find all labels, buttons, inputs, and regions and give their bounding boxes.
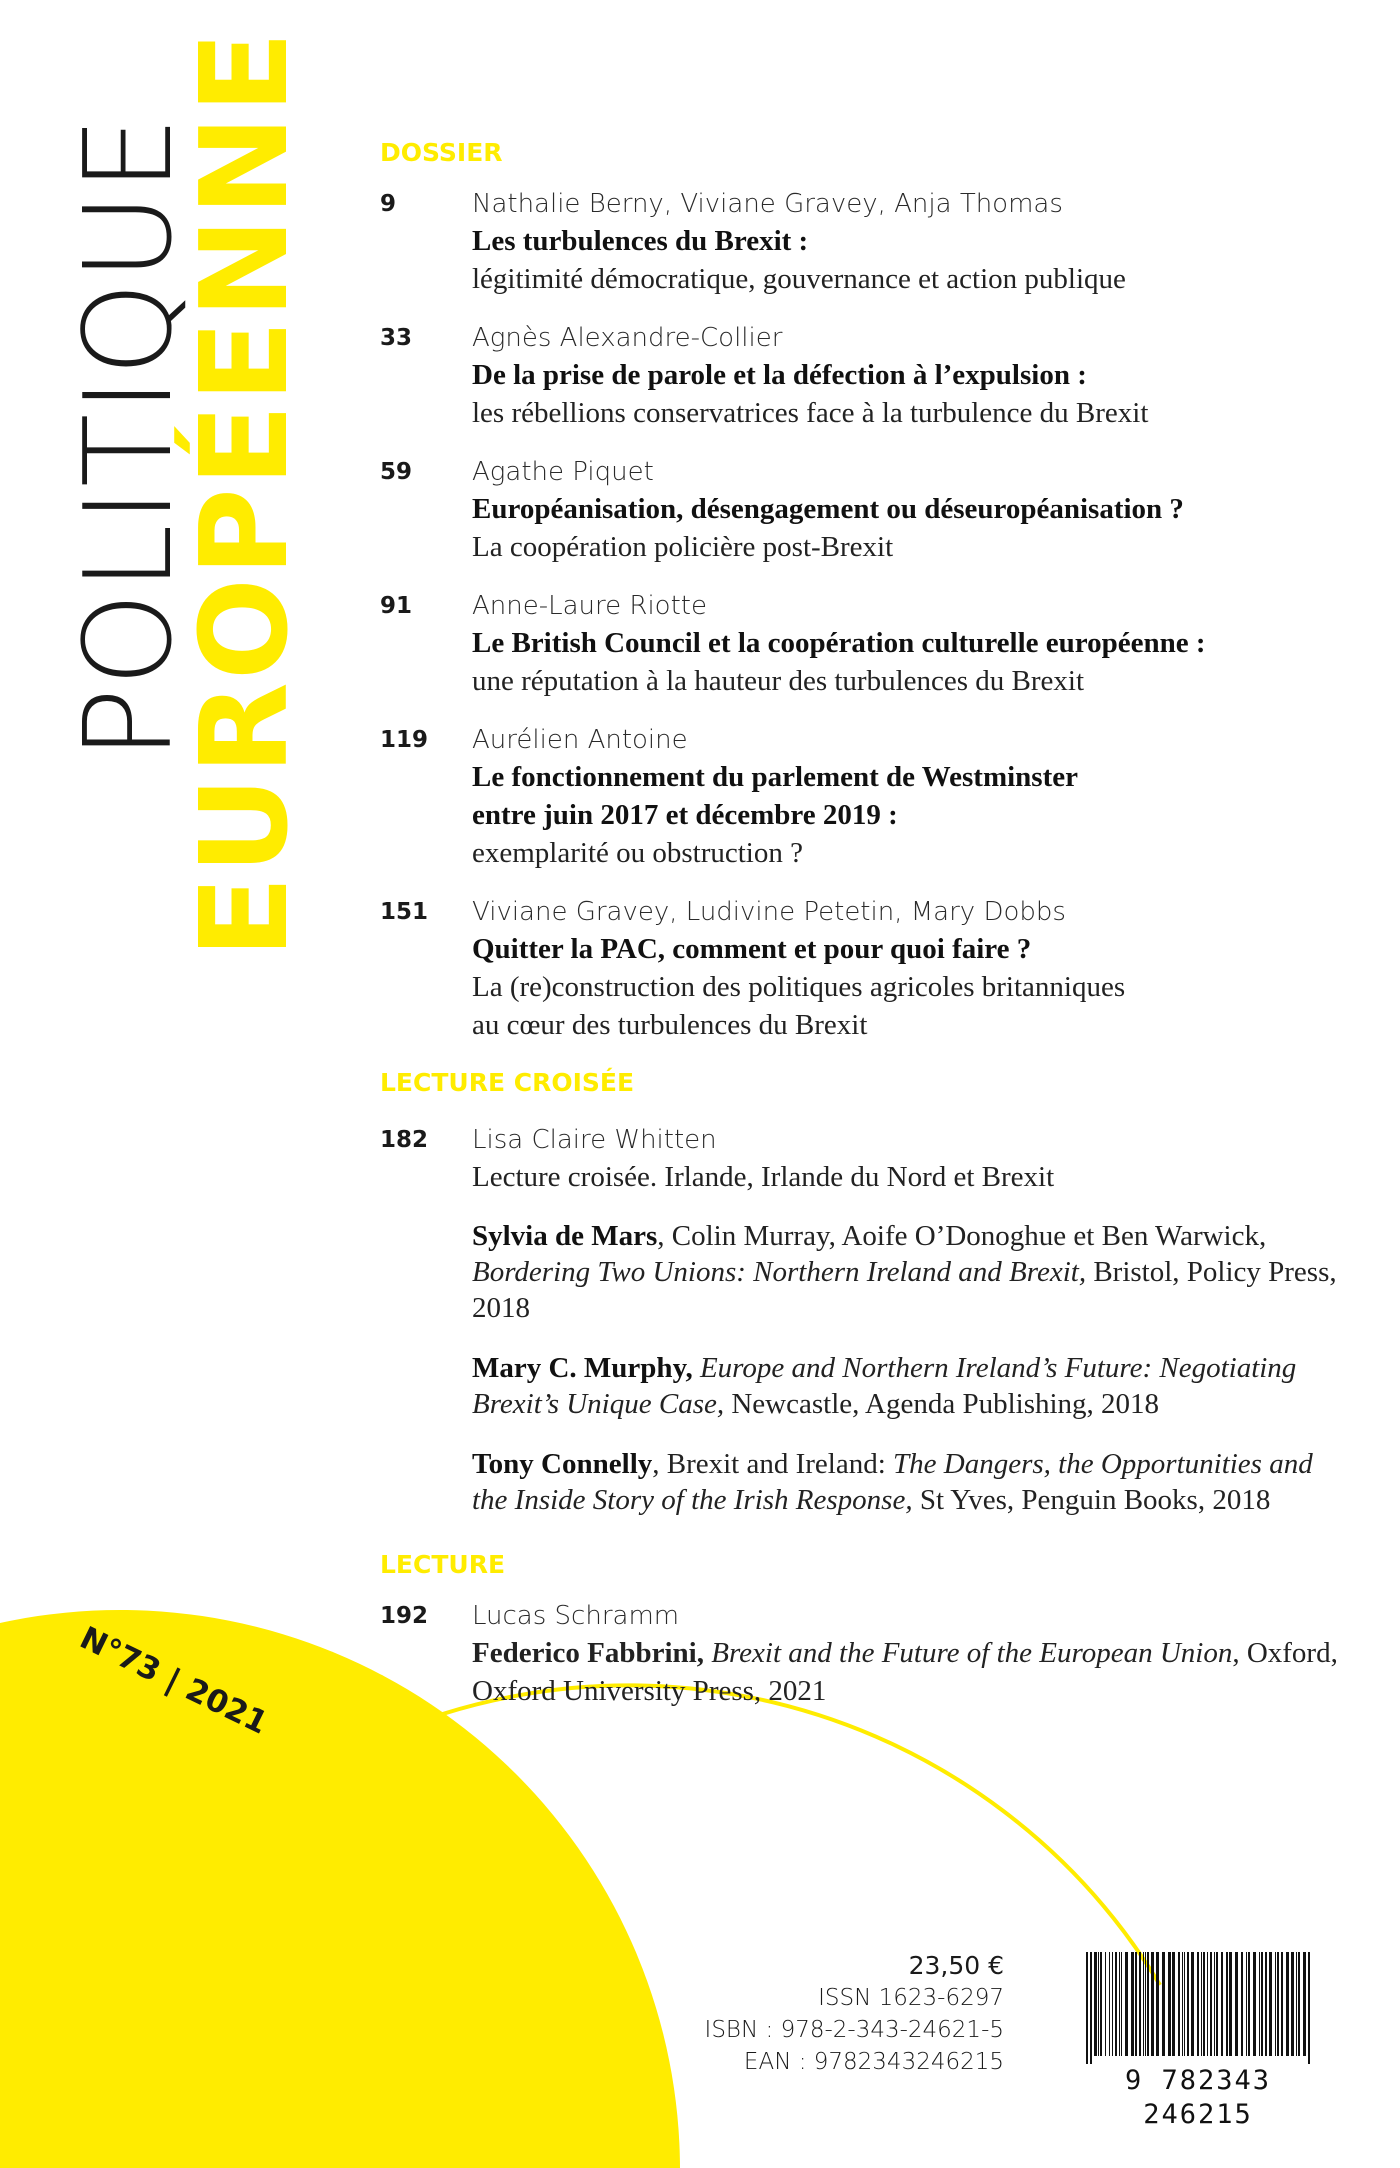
article-authors: Lisa Claire Whitten (472, 1125, 717, 1155)
barcode-bar (1259, 1952, 1260, 2056)
barcode-bar (1145, 1952, 1146, 2056)
barcode-bar (1125, 1952, 1128, 2056)
barcode-bar (1235, 1952, 1238, 2056)
book-reference (380, 1350, 1340, 1422)
journal-title-europeenne: EUROPÉENNE (176, 29, 315, 958)
article-subtitle: La (re)construction des politiques agricoles britanniques (472, 971, 1126, 1003)
barcode-bar (1286, 1952, 1289, 2056)
article-title: Le British Council et la coopération culturelle européenne : (472, 627, 1206, 659)
barcode-bar (1253, 1952, 1256, 2056)
article-subtitle: La coopération policière post-Brexit (472, 531, 894, 563)
barcode-bar (1131, 1952, 1134, 2056)
barcode-bar (1098, 1952, 1099, 2056)
pricing-block (640, 1950, 1004, 2078)
barcode-bar (1216, 1952, 1218, 2056)
page-number: 119 (380, 727, 429, 753)
table-of-contents (380, 136, 1340, 1732)
barcode-bar (1178, 1952, 1180, 2056)
barcode-bar (1121, 1952, 1122, 2056)
book-author: Sylvia de Mars (472, 1220, 658, 1252)
barcode-bar (1105, 1952, 1106, 2056)
barcode-bar (1119, 1952, 1120, 2056)
section-heading-lecture: LECTURE (380, 1550, 506, 1579)
barcode-digits: 9 782343 246215 (1124, 2065, 1272, 2130)
barcode-bars (1082, 1952, 1314, 2064)
article-subtitle: exemplarité ou obstruction ? (472, 837, 803, 869)
book-reference (472, 1634, 1340, 1710)
barcode-bar (1241, 1952, 1243, 2056)
book-author: Federico Fabbrini, (472, 1637, 704, 1669)
page-number: 151 (380, 899, 429, 925)
section-heading-lecture-croisee: LECTURE CROISÉE (380, 1068, 635, 1097)
ean: EAN : 9782343246215 (743, 2049, 1004, 2075)
section-heading-dossier: DOSSIER (380, 138, 503, 167)
barcode-bar (1147, 1952, 1149, 2056)
price: 23,50 € (908, 1951, 1004, 1980)
barcode (1082, 1952, 1314, 2130)
barcode-bar (1265, 1952, 1267, 2056)
barcode-bar (1214, 1952, 1215, 2056)
barcode-bar (1100, 1952, 1102, 2056)
book-coauthors (693, 1352, 700, 1384)
article-authors: Aurélien Antoine (472, 725, 688, 755)
book-publisher: Bristol, Policy Press, 2018 (472, 1256, 1337, 1324)
page-number: 33 (380, 325, 413, 351)
barcode-bar (1298, 1952, 1300, 2056)
book-title: Brexit and the Future of the European Union (703, 1637, 1233, 1669)
toc-entry (380, 320, 1340, 432)
barcode-bar (1261, 1952, 1263, 2056)
book-title: Bordering Two Unions: Northern Ireland and Brexit, (472, 1256, 1087, 1288)
article-subtitle: légitimité démocratique, gouvernance et action publique (472, 263, 1126, 295)
barcode-bar (1172, 1952, 1175, 2056)
barcode-bar (1210, 1952, 1212, 2056)
book-reference (380, 1446, 1340, 1518)
barcode-bar (1281, 1952, 1283, 2056)
barcode-bar (1226, 1952, 1228, 2056)
barcode-bar (1291, 1952, 1294, 2056)
barcode-bar (1162, 1952, 1165, 2056)
barcode-bar (1308, 1952, 1310, 2064)
book-publisher: St Yves, Penguin Books, 2018 (912, 1484, 1271, 1516)
journal-title-politique: POLITIQUE (60, 115, 199, 760)
page-number: 91 (380, 593, 413, 619)
barcode-bar (1197, 1952, 1199, 2056)
toc-entry (380, 894, 1340, 1044)
barcode-bar (1112, 1952, 1113, 2056)
barcode-bar (1094, 1952, 1097, 2056)
barcode-bar (1269, 1952, 1272, 2056)
article-subtitle: Lecture croisée. Irlande, Irlande du Nord et Brexit (472, 1161, 1055, 1193)
article-subtitle: une réputation à la hauteur des turbulences du Brexit (472, 665, 1085, 697)
article-authors: Lucas Schramm (472, 1601, 680, 1631)
book-publisher: Newcastle, Agenda Publishing, 2018 (724, 1388, 1160, 1420)
book-reference (380, 1218, 1340, 1326)
barcode-bar (1203, 1952, 1205, 2056)
page-number: 192 (380, 1603, 429, 1629)
barcode-bar (1296, 1952, 1297, 2056)
article-title: Les turbulences du Brexit : (472, 225, 809, 257)
barcode-bar (1201, 1952, 1202, 2056)
article-authors: Agnès Alexandre-Collier (472, 323, 783, 353)
barcode-bar (1207, 1952, 1208, 2056)
barcode-bar (1303, 1952, 1306, 2056)
barcode-bar (1135, 1952, 1137, 2056)
barcode-bar (1090, 1952, 1092, 2064)
page-number: 182 (380, 1127, 429, 1153)
barcode-bar (1191, 1952, 1194, 2056)
issn: ISSN 1623-6297 (818, 1985, 1004, 2011)
book-coauthors: , Colin Murray, Aoife O’Donoghue et Ben Warwick, (657, 1220, 1267, 1252)
barcode-bar (1277, 1952, 1279, 2056)
toc-entry (380, 722, 1340, 872)
barcode-bar (1229, 1952, 1232, 2056)
page-number: 9 (380, 191, 397, 217)
toc-entry (380, 1598, 1340, 1710)
book-author: Tony Connelly (472, 1448, 653, 1480)
barcode-bar (1086, 1952, 1088, 2064)
barcode-bar (1184, 1952, 1185, 2056)
toc-entry (380, 186, 1340, 298)
book-coauthors: , Brexit and Ireland: (652, 1448, 894, 1480)
barcode-bar (1151, 1952, 1154, 2056)
book-author: Mary C. Murphy, (472, 1352, 693, 1384)
barcode-bar (1156, 1952, 1159, 2056)
article-title: Quitter la PAC, comment et pour quoi faire ? (472, 933, 1032, 965)
article-authors: Anne-Laure Riotte (472, 591, 707, 621)
page-number: 59 (380, 459, 413, 485)
article-subtitle-line2: au cœur des turbulences du Brexit (472, 1009, 868, 1041)
article-title-line2: entre juin 2017 et décembre 2019 : (472, 799, 898, 831)
isbn: ISBN : 978-2-343-24621-5 (704, 2017, 1004, 2043)
barcode-bar (1275, 1952, 1276, 2056)
article-subtitle: les rébellions conservatrices face à la turbulence du Brexit (472, 397, 1149, 429)
toc-entry (380, 588, 1340, 700)
barcode-bar (1221, 1952, 1223, 2056)
toc-entry (380, 454, 1340, 566)
toc-entry (380, 1122, 1340, 1196)
article-authors: Viviane Gravey, Ludivine Petetin, Mary Dobbs (472, 897, 1066, 927)
book-publisher: , Oxford, Oxford University Press, 2021 (472, 1637, 1338, 1707)
barcode-bar (1182, 1952, 1183, 2056)
barcode-bar (1246, 1952, 1247, 2056)
barcode-bar (1143, 1952, 1144, 2056)
article-title: Européanisation, désengagement ou déseuropéanisation ? (472, 493, 1184, 525)
issue-number: N°73 | 2021 (74, 1620, 274, 1742)
article-title: Le fonctionnement du parlement de Westminster (472, 761, 1078, 793)
book-title: The Dangers, the Opportunities and the Inside Story of the Irish Response, (472, 1448, 1313, 1516)
barcode-bar (1168, 1952, 1171, 2056)
article-authors: Nathalie Berny, Viviane Gravey, Anja Thomas (472, 189, 1063, 219)
barcode-bar (1115, 1952, 1117, 2056)
barcode-bar (1187, 1952, 1189, 2056)
book-title: Europe and Northern Ireland’s Future: Negotiating Brexit’s Unique Case, (472, 1352, 1297, 1420)
barcode-bar (1139, 1952, 1141, 2056)
article-authors: Agathe Piquet (472, 457, 654, 487)
barcode-bar (1109, 1952, 1110, 2056)
article-title: De la prise de parole et la défection à l’expulsion : (472, 359, 1087, 391)
barcode-bar (1248, 1952, 1250, 2056)
